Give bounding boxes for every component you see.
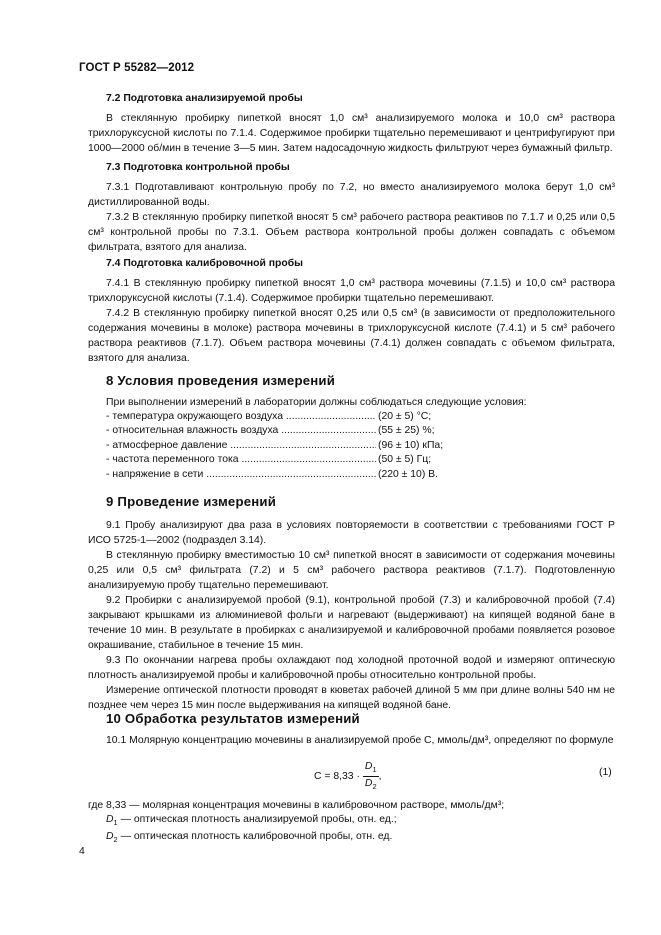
formula-tail: , [378, 771, 382, 783]
d1-subscript: 1 [113, 818, 118, 828]
section-7-3-body [88, 180, 615, 255]
fraction-denominator [365, 777, 377, 793]
d1-text: — оптическая плотность анализируемой пробы, отн. ед.; [117, 814, 397, 826]
formula-lhs: C = 8,33 · [314, 771, 360, 783]
definition-d2 [88, 830, 504, 847]
definition-where: где 8,33 — молярная концентрация мочевины в калибровочном растворе, ммоль/дм³; [88, 800, 505, 811]
denominator-subscript: 2 [372, 782, 377, 792]
paragraph: 7.4.2 В стеклянную пробирку пипеткой вносят 0,25 или 0,5 см³ (в зависимости от предположительного содержания мочевины в молоке) раствора мочевины в трихлоруксусной кислоте (7.4.1) и 5 см³ рабочего раствора реактивов (7.1.7). Объем раствора мочевины (7.4.1) должен совпадать с объемом фильтрата, взятого для анализа. [88, 308, 615, 364]
numerator-symbol: D [364, 761, 373, 772]
section-7-2-body [88, 111, 615, 156]
numerator-subscript: 1 [372, 765, 377, 775]
section-8-intro [88, 395, 615, 410]
d1-symbol: D [106, 814, 114, 826]
d2-symbol: D [106, 831, 114, 843]
condition-value: (50 ± 5) Гц; [378, 454, 432, 466]
paragraph: 9.2 Пробирки с анализируемой пробой (9.1), контрольной пробой (7.3) и калибровочной пробой (7.4) закрывают крышками из алюминиевой фольги и нагревают (выдерживают) на кипящей водяной бане в течение 10 мин. В результате в пробирках с анализируемой и калибровочной пробами появляется розовое окрашивание, стабильное в течение 15 мин. [88, 595, 615, 651]
section-10-intro [88, 733, 615, 748]
equation-number: (1) [599, 767, 612, 778]
condition-label: - напряжение в сети ..... [106, 468, 376, 482]
paragraph: 9.1 Пробу анализируют два раза в условиях повторяемости в соответствии с требованиями ГОСТ Р ИСО 5725-1—2002 (подраздел 3.14). [88, 520, 615, 546]
paragraph: 10.1 Молярную концентрацию мочевины в анализируемой пробе C, ммоль/дм³, определяют по формуле [106, 735, 614, 746]
section-9-body [88, 518, 615, 713]
conditions-list [106, 410, 443, 482]
condition-row [106, 468, 443, 482]
condition-value: (55 ± 25) %; [378, 425, 435, 437]
condition-row [106, 453, 443, 467]
paragraph: 7.3.2 В стеклянную пробирку пипеткой вносят 5 см³ рабочего раствора реактивов по 7.1.7 и 0,25 или 0,5 см³ контрольной пробы по 7.3.1. Объем раствора контрольной пробы должен совпадать с объемом фильтрата, взятого для анализа. [88, 212, 615, 253]
condition-value: (96 ± 10) кПа; [378, 439, 444, 451]
page-number: 4 [79, 846, 85, 857]
condition-label: - частота переменного тока ..... [106, 453, 376, 467]
d2-subscript: 2 [113, 835, 118, 845]
paragraph: При выполнении измерений в лаборатории должны соблюдаться следующие условия: [106, 397, 527, 408]
formula-definitions [88, 799, 504, 848]
condition-label: - температура окружающего воздуха ..... [106, 410, 376, 424]
d2-text: — оптическая плотность калибровочной пробы, отн. ед. [117, 831, 393, 843]
condition-label: - относительная влажность воздуха ..... [106, 424, 376, 438]
fraction-numerator [363, 760, 379, 777]
paragraph: В стеклянную пробирку вместимостью 10 см³ пипеткой вносят в зависимости от содержания мочевины 0,25 или 0,5 см³ фильтрата (7.2) и 5 см³ рабочего раствора реактивов (7.1.7). Подготовленную анализируемую пробу тщательно перемешивают. [88, 550, 615, 591]
section-7-4-title: 7.4 Подготовка калибровочной пробы [106, 258, 304, 269]
paragraph: 9.3 По окончании нагрева пробы охлаждают под холодной проточной водой и измеряют оптическую плотность анализируемой пробы и калибровочной пробы относительно контрольной пробы. [88, 655, 615, 681]
section-10-title: 10 Обработка результатов измерений [106, 711, 360, 726]
condition-row [106, 439, 443, 453]
paragraph: В стеклянную пробирку пипеткой вносят 1,0 см³ анализируемого молока и 10,0 см³ раствора трихлоруксусной кислоты по 7.1.4. Содержимое пробирки тщательно перемешивают и центрифугируют при 1000—2000 об/мин в течение 3—5 мин. Затем надосадочную жидкость фильтруют через бумажный фильтр. [88, 113, 615, 154]
condition-row [106, 424, 443, 438]
condition-row [106, 410, 443, 424]
section-8-title: 8 Условия проведения измерений [106, 373, 336, 388]
section-7-3-title: 7.3 Подготовка контрольной пробы [106, 162, 290, 173]
section-7-4-body [88, 276, 615, 366]
standard-header: ГОСТ Р 55282—2012 [79, 62, 195, 74]
condition-value: (220 ± 10) В. [378, 468, 438, 480]
paragraph: 7.4.1 В стеклянную пробирку пипеткой вносят 1,0 см³ раствора мочевины (7.1.5) и 10,0 см³ раствора трихлоруксусной кислоты (7.1.4). Содержимое пробирки тщательно перемешивают. [88, 278, 615, 304]
paragraph: Измерение оптической плотности проводят в кюветах рабочей длиной 5 мм при длине волны 540 нм не позднее чем через 15 мин после выдерживания на кипящей водяной бане. [88, 685, 615, 711]
condition-label: - атмосферное давление ..... [106, 439, 376, 453]
formula-fraction [363, 760, 379, 793]
definition-d1 [88, 813, 504, 830]
section-7-2-title: 7.2 Подготовка анализируемой пробы [106, 93, 303, 104]
paragraph: 7.3.1 Подготавливают контрольную пробу по 7.2, но вместо анализируемого молока берут 1,0 см³ дистиллированной воды. [88, 182, 615, 208]
formula [314, 760, 382, 793]
condition-value: (20 ± 5) °C; [378, 411, 432, 422]
denominator-symbol: D [364, 778, 373, 790]
section-9-title: 9 Проведение измерений [106, 494, 277, 509]
